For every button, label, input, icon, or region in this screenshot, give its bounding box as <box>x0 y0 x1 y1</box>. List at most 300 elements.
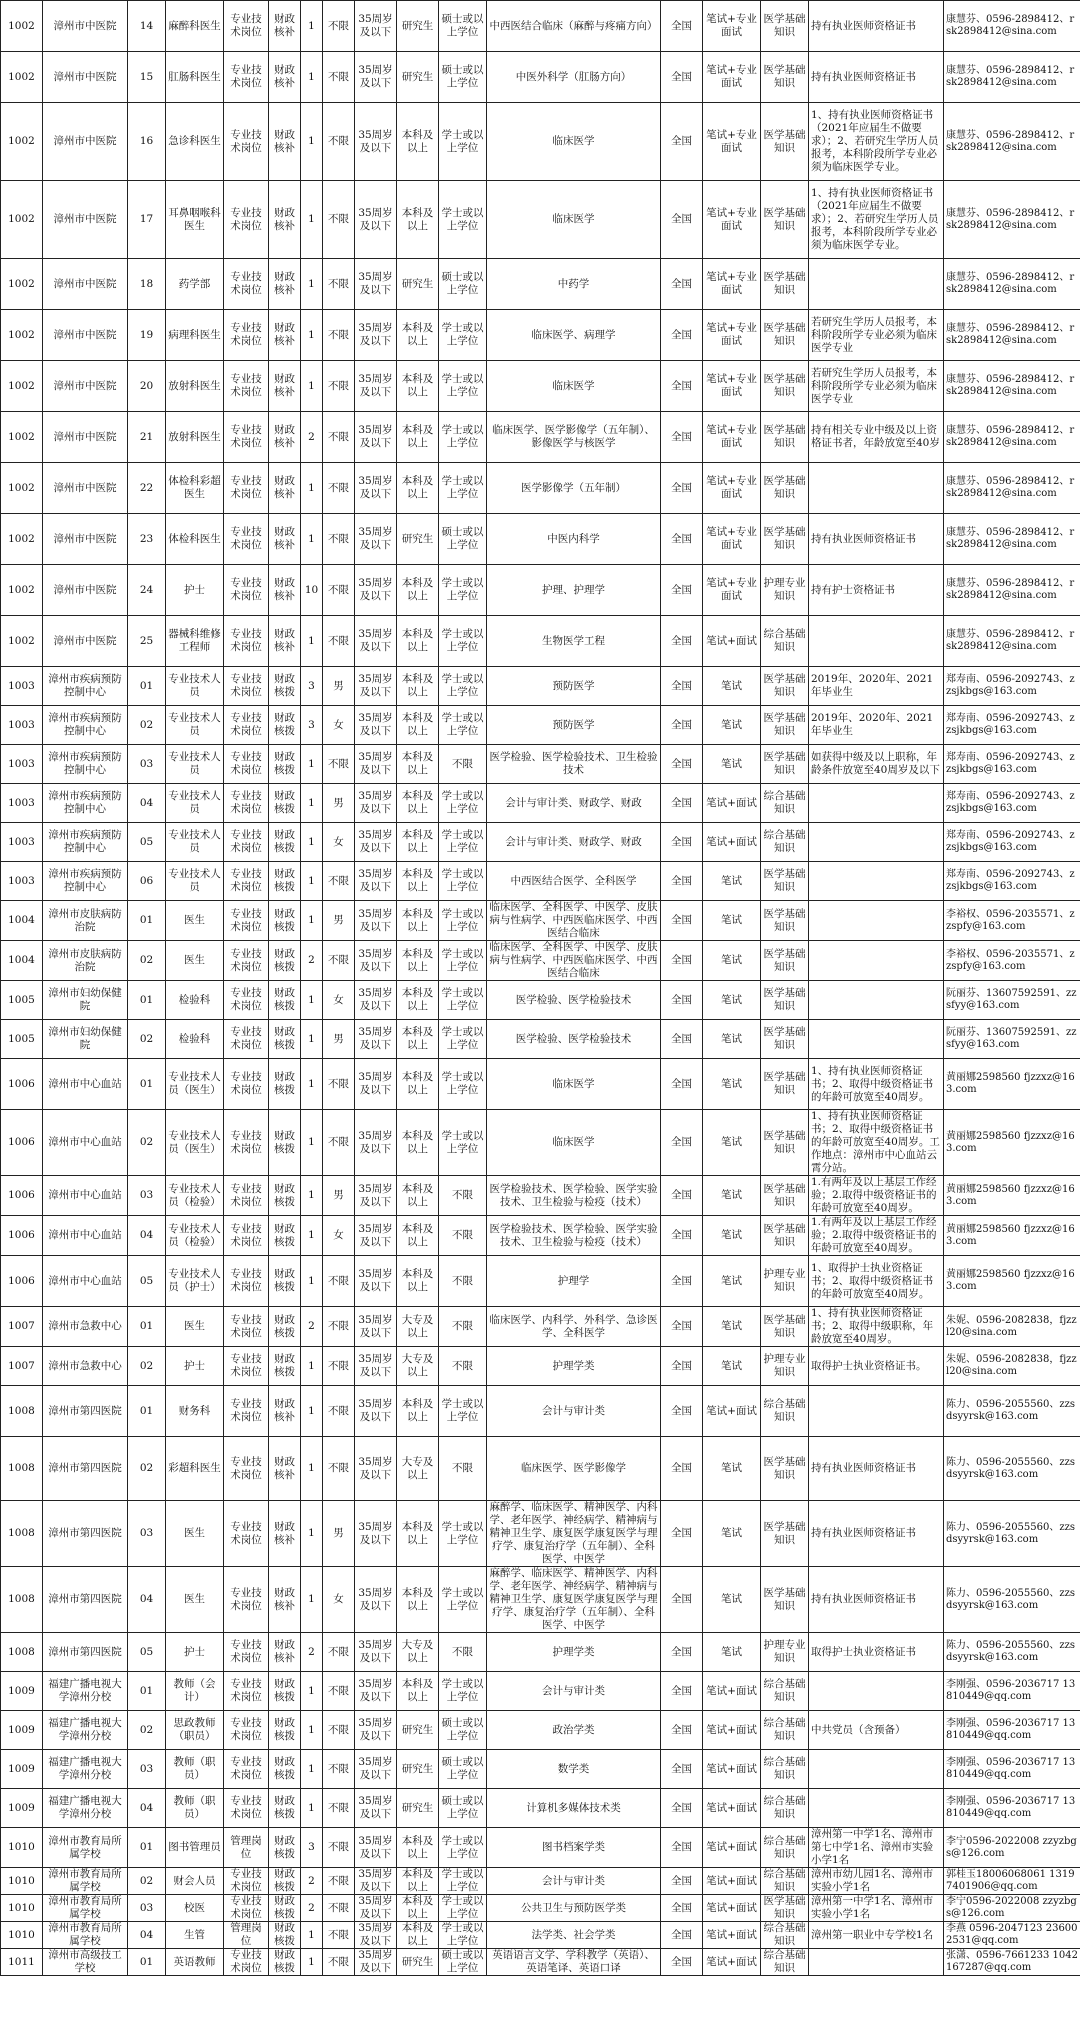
post-code-cell: 04 <box>128 1567 166 1633</box>
exam-subject-cell: 医学基础知识 <box>761 1567 809 1633</box>
exam-method-cell: 笔试+专业面试 <box>703 310 761 361</box>
major-cell: 政治学类 <box>487 1711 661 1750</box>
major-cell: 医学影像学（五年制） <box>487 463 661 514</box>
education-cell: 大专及以上 <box>397 1347 439 1386</box>
count-cell: 1 <box>301 1256 323 1307</box>
contact-cell: 陈力、0596-2055560、zzsdsyyrsk@163.com <box>944 1501 1080 1567</box>
unit-code-cell: 1009 <box>1 1711 43 1750</box>
exam-method-cell: 笔试+面试 <box>703 616 761 667</box>
exam-method-cell: 笔试+面试 <box>703 1868 761 1895</box>
requirements-cell <box>809 1750 944 1789</box>
funding-cell: 财政核拨 <box>269 1307 301 1347</box>
age-cell: 35周岁及以下 <box>355 514 397 565</box>
requirements-cell: 1、持有执业医师资格证书；2、取得中级资格证书的年龄可放宽至40周岁。 <box>809 1059 944 1110</box>
post-type-cell: 管理岗位 <box>224 1828 269 1868</box>
exam-subject-cell: 综合基础知识 <box>761 616 809 667</box>
post-name-cell: 护士 <box>166 1347 224 1386</box>
post-type-cell: 专业技术岗位 <box>224 1789 269 1828</box>
post-type-cell: 专业技术岗位 <box>224 1633 269 1672</box>
unit-name-cell: 漳州市中心血站 <box>43 1110 128 1176</box>
contact-cell: 康慧芬、0596-2898412、rsk2898412@sina.com <box>944 1 1080 52</box>
count-cell: 1 <box>301 1347 323 1386</box>
post-name-cell: 彩超科医生 <box>166 1437 224 1501</box>
post-code-cell: 03 <box>128 1750 166 1789</box>
table-row <box>1 1949 1080 1976</box>
post-code-cell: 16 <box>128 103 166 181</box>
count-cell: 1 <box>301 1711 323 1750</box>
gender-cell: 不限 <box>323 1672 355 1711</box>
unit-name-cell: 漳州市中医院 <box>43 310 128 361</box>
post-code-cell: 05 <box>128 1633 166 1672</box>
exam-subject-cell: 护理专业知识 <box>761 1256 809 1307</box>
exam-method-cell: 笔试+专业面试 <box>703 181 761 259</box>
post-type-cell: 专业技术岗位 <box>224 1256 269 1307</box>
exam-subject-cell: 医学基础知识 <box>761 181 809 259</box>
education-cell: 本科及以上 <box>397 463 439 514</box>
age-cell: 35周岁及以下 <box>355 1020 397 1059</box>
post-code-cell: 03 <box>128 1895 166 1922</box>
age-cell: 35周岁及以下 <box>355 941 397 981</box>
degree-cell: 学士或以上学位 <box>439 706 487 745</box>
funding-cell: 财政核拨 <box>269 745 301 784</box>
requirements-cell: 2019年、2020年、2021年毕业生 <box>809 706 944 745</box>
post-name-cell: 教师（职员） <box>166 1789 224 1828</box>
contact-cell: 康慧芬、0596-2898412、rsk2898412@sina.com <box>944 565 1080 616</box>
exam-subject-cell: 医学基础知识 <box>761 745 809 784</box>
post-type-cell: 专业技术岗位 <box>224 1437 269 1501</box>
scope-cell: 全国 <box>661 310 703 361</box>
requirements-cell <box>809 1020 944 1059</box>
education-cell: 本科及以上 <box>397 1256 439 1307</box>
gender-cell: 男 <box>323 667 355 706</box>
post-type-cell: 专业技术岗位 <box>224 1020 269 1059</box>
unit-name-cell: 漳州市急救中心 <box>43 1347 128 1386</box>
unit-name-cell: 漳州市中医院 <box>43 103 128 181</box>
funding-cell: 财政核补 <box>269 103 301 181</box>
exam-subject-cell: 综合基础知识 <box>761 1672 809 1711</box>
funding-cell: 财政核拨 <box>269 1828 301 1868</box>
gender-cell: 不限 <box>323 941 355 981</box>
age-cell: 35周岁及以下 <box>355 412 397 463</box>
funding-cell: 财政核拨 <box>269 941 301 981</box>
post-type-cell: 专业技术岗位 <box>224 1216 269 1256</box>
unit-name-cell: 漳州市第四医院 <box>43 1386 128 1437</box>
major-cell: 会计与审计类、财政学、财政 <box>487 784 661 823</box>
post-type-cell: 管理岗位 <box>224 1922 269 1949</box>
post-name-cell: 检验科 <box>166 1020 224 1059</box>
requirements-cell: 持有执业医师资格证书 <box>809 1 944 52</box>
post-type-cell: 专业技术岗位 <box>224 361 269 412</box>
scope-cell: 全国 <box>661 1307 703 1347</box>
unit-code-cell: 1006 <box>1 1216 43 1256</box>
gender-cell: 不限 <box>323 1828 355 1868</box>
degree-cell: 学士或以上学位 <box>439 941 487 981</box>
contact-cell: 李刚强、0596-2036717 13810449@qq.com <box>944 1750 1080 1789</box>
requirements-cell: 1.有两年及以上基层工作经验；2.取得中级资格证书的年龄可放宽至40周岁。 <box>809 1216 944 1256</box>
count-cell: 1 <box>301 514 323 565</box>
age-cell: 35周岁及以下 <box>355 1059 397 1110</box>
age-cell: 35周岁及以下 <box>355 823 397 862</box>
major-cell: 护理学类 <box>487 1633 661 1672</box>
unit-name-cell: 漳州市中心血站 <box>43 1256 128 1307</box>
exam-subject-cell: 医学基础知识 <box>761 901 809 941</box>
contact-cell: 黄丽娜2598560 fjzzxz@163.com <box>944 1059 1080 1110</box>
contact-cell: 郑寿南、0596-2092743、zzsjkbgs@163.com <box>944 667 1080 706</box>
exam-subject-cell: 综合基础知识 <box>761 784 809 823</box>
contact-cell: 康慧芬、0596-2898412、rsk2898412@sina.com <box>944 412 1080 463</box>
funding-cell: 财政核补 <box>269 616 301 667</box>
exam-method-cell: 笔试 <box>703 941 761 981</box>
age-cell: 35周岁及以下 <box>355 1216 397 1256</box>
post-name-cell: 医生 <box>166 1307 224 1347</box>
age-cell: 35周岁及以下 <box>355 784 397 823</box>
gender-cell: 男 <box>323 1020 355 1059</box>
scope-cell: 全国 <box>661 1633 703 1672</box>
gender-cell: 女 <box>323 1216 355 1256</box>
major-cell: 中医内科学 <box>487 514 661 565</box>
gender-cell: 不限 <box>323 1347 355 1386</box>
table-row <box>1 181 1080 259</box>
post-type-cell: 专业技术岗位 <box>224 463 269 514</box>
gender-cell: 不限 <box>323 1059 355 1110</box>
age-cell: 35周岁及以下 <box>355 981 397 1020</box>
post-code-cell: 01 <box>128 1386 166 1437</box>
exam-method-cell: 笔试 <box>703 1437 761 1501</box>
education-cell: 本科及以上 <box>397 1895 439 1922</box>
exam-method-cell: 笔试+面试 <box>703 823 761 862</box>
major-cell: 医学检验、医学检验技术 <box>487 1020 661 1059</box>
count-cell: 1 <box>301 1750 323 1789</box>
education-cell: 本科及以上 <box>397 1828 439 1868</box>
post-name-cell: 体检科彩超医生 <box>166 463 224 514</box>
table-row <box>1 667 1080 706</box>
scope-cell: 全国 <box>661 1020 703 1059</box>
education-cell: 本科及以上 <box>397 1110 439 1176</box>
post-type-cell: 专业技术岗位 <box>224 103 269 181</box>
education-cell: 本科及以上 <box>397 941 439 981</box>
gender-cell: 不限 <box>323 259 355 310</box>
requirements-cell: 漳州第一中学1名、漳州市实验小学1名 <box>809 1895 944 1922</box>
education-cell: 本科及以上 <box>397 1672 439 1711</box>
age-cell: 35周岁及以下 <box>355 1501 397 1567</box>
table-row <box>1 1501 1080 1567</box>
gender-cell: 不限 <box>323 1437 355 1501</box>
gender-cell: 不限 <box>323 1 355 52</box>
gender-cell: 男 <box>323 901 355 941</box>
post-name-cell: 专业技术人员（医生） <box>166 1059 224 1110</box>
unit-name-cell: 漳州市妇幼保健院 <box>43 1020 128 1059</box>
count-cell: 2 <box>301 1633 323 1672</box>
unit-code-cell: 1010 <box>1 1828 43 1868</box>
funding-cell: 财政核拨 <box>269 981 301 1020</box>
unit-name-cell: 漳州市中医院 <box>43 412 128 463</box>
exam-subject-cell: 医学基础知识 <box>761 1307 809 1347</box>
contact-cell: 李裕权、0596-2035571、zzspfy@163.com <box>944 901 1080 941</box>
post-name-cell: 专业技术人员 <box>166 784 224 823</box>
funding-cell: 财政核拨 <box>269 1216 301 1256</box>
post-type-cell: 专业技术岗位 <box>224 1 269 52</box>
requirements-cell: 取得护士执业资格证书。 <box>809 1347 944 1386</box>
table-row <box>1 981 1080 1020</box>
requirements-cell: 持有执业医师资格证书 <box>809 1567 944 1633</box>
table-row <box>1 1633 1080 1672</box>
major-cell: 公共卫生与预防医学类 <box>487 1895 661 1922</box>
age-cell: 35周岁及以下 <box>355 463 397 514</box>
unit-code-cell: 1009 <box>1 1672 43 1711</box>
count-cell: 2 <box>301 941 323 981</box>
unit-name-cell: 漳州市疾病预防控制中心 <box>43 667 128 706</box>
age-cell: 35周岁及以下 <box>355 616 397 667</box>
scope-cell: 全国 <box>661 1 703 52</box>
degree-cell: 学士或以上学位 <box>439 1828 487 1868</box>
count-cell: 1 <box>301 823 323 862</box>
exam-subject-cell: 医学基础知识 <box>761 463 809 514</box>
major-cell: 护理学 <box>487 1256 661 1307</box>
count-cell: 1 <box>301 1922 323 1949</box>
unit-name-cell: 漳州市皮肤病防治院 <box>43 941 128 981</box>
post-code-cell: 01 <box>128 981 166 1020</box>
contact-cell: 李宁0596-2022008 zzyzbgs@126.com <box>944 1895 1080 1922</box>
post-name-cell: 检验科 <box>166 981 224 1020</box>
count-cell: 1 <box>301 310 323 361</box>
post-name-cell: 财务科 <box>166 1386 224 1437</box>
post-type-cell: 专业技术岗位 <box>224 1307 269 1347</box>
major-cell: 麻醉学、临床医学、精神医学、内科学、老年医学、神经病学、精神病与精神卫生学、康复医学康复医学与理疗学、康复治疗学（五年制）、全科医学、中医学 <box>487 1567 661 1633</box>
contact-cell: 康慧芬、0596-2898412、rsk2898412@sina.com <box>944 616 1080 667</box>
education-cell: 研究生 <box>397 1711 439 1750</box>
contact-cell: 郑寿南、0596-2092743、zzsjkbgs@163.com <box>944 784 1080 823</box>
major-cell: 数学类 <box>487 1750 661 1789</box>
requirements-cell <box>809 1789 944 1828</box>
post-type-cell: 专业技术岗位 <box>224 941 269 981</box>
unit-code-cell: 1002 <box>1 103 43 181</box>
post-code-cell: 02 <box>128 941 166 981</box>
gender-cell: 女 <box>323 823 355 862</box>
exam-method-cell: 笔试 <box>703 1020 761 1059</box>
post-code-cell: 19 <box>128 310 166 361</box>
count-cell: 1 <box>301 1501 323 1567</box>
scope-cell: 全国 <box>661 1567 703 1633</box>
unit-name-cell: 漳州市疾病预防控制中心 <box>43 784 128 823</box>
funding-cell: 财政核拨 <box>269 1059 301 1110</box>
post-code-cell: 02 <box>128 1110 166 1176</box>
major-cell: 临床医学 <box>487 361 661 412</box>
funding-cell: 财政核拨 <box>269 1922 301 1949</box>
contact-cell: 康慧芬、0596-2898412、rsk2898412@sina.com <box>944 181 1080 259</box>
scope-cell: 全国 <box>661 941 703 981</box>
table-row <box>1 706 1080 745</box>
unit-name-cell: 漳州市中心血站 <box>43 1059 128 1110</box>
funding-cell: 财政核拨 <box>269 1895 301 1922</box>
education-cell: 本科及以上 <box>397 103 439 181</box>
contact-cell: 黄丽娜2598560 fjzzxz@163.com <box>944 1176 1080 1216</box>
post-name-cell: 教师（会计） <box>166 1672 224 1711</box>
count-cell: 1 <box>301 981 323 1020</box>
requirements-cell: 1、持有执业医师资格证书；2、取得中级资格证书的年龄可放宽至40周岁。工作地点：漳州市中心血站云霄分站。 <box>809 1110 944 1176</box>
exam-method-cell: 笔试 <box>703 862 761 901</box>
post-name-cell: 专业技术人员（检验） <box>166 1216 224 1256</box>
education-cell: 研究生 <box>397 1789 439 1828</box>
post-code-cell: 02 <box>128 1020 166 1059</box>
post-code-cell: 01 <box>128 1059 166 1110</box>
exam-subject-cell: 医学基础知识 <box>761 1216 809 1256</box>
requirements-cell <box>809 259 944 310</box>
unit-name-cell: 福建广播电视大学漳州分校 <box>43 1789 128 1828</box>
requirements-cell: 持有执业医师资格证书 <box>809 1437 944 1501</box>
count-cell: 2 <box>301 1868 323 1895</box>
funding-cell: 财政核补 <box>269 1 301 52</box>
education-cell: 本科及以上 <box>397 1020 439 1059</box>
requirements-cell: 取得护士执业资格证书 <box>809 1633 944 1672</box>
scope-cell: 全国 <box>661 1110 703 1176</box>
funding-cell: 财政核拨 <box>269 823 301 862</box>
unit-code-cell: 1004 <box>1 941 43 981</box>
scope-cell: 全国 <box>661 745 703 784</box>
post-code-cell: 03 <box>128 745 166 784</box>
exam-method-cell: 笔试 <box>703 1059 761 1110</box>
count-cell: 1 <box>301 901 323 941</box>
contact-cell: 郭桂玉18006068061 13197401906@qq.com <box>944 1868 1080 1895</box>
education-cell: 研究生 <box>397 1 439 52</box>
age-cell: 35周岁及以下 <box>355 1307 397 1347</box>
requirements-cell: 漳州市幼儿园1名、漳州市实验小学1名 <box>809 1868 944 1895</box>
post-code-cell: 21 <box>128 412 166 463</box>
gender-cell: 不限 <box>323 463 355 514</box>
unit-code-cell: 1009 <box>1 1750 43 1789</box>
table-body <box>1 1 1080 1976</box>
post-code-cell: 02 <box>128 1868 166 1895</box>
table-row <box>1 1256 1080 1307</box>
unit-code-cell: 1006 <box>1 1176 43 1216</box>
contact-cell: 李宁0596-2022008 zzyzbgs@126.com <box>944 1828 1080 1868</box>
contact-cell: 康慧芬、0596-2898412、rsk2898412@sina.com <box>944 52 1080 103</box>
unit-code-cell: 1010 <box>1 1922 43 1949</box>
major-cell: 中西医结合临床（麻醉与疼痛方向） <box>487 1 661 52</box>
education-cell: 本科及以上 <box>397 745 439 784</box>
exam-method-cell: 笔试+面试 <box>703 1949 761 1976</box>
table-row <box>1 1176 1080 1216</box>
unit-name-cell: 漳州市第四医院 <box>43 1437 128 1501</box>
post-code-cell: 05 <box>128 1256 166 1307</box>
degree-cell: 硕士或以上学位 <box>439 1949 487 1976</box>
unit-code-cell: 1003 <box>1 706 43 745</box>
degree-cell: 硕士或以上学位 <box>439 52 487 103</box>
gender-cell: 不限 <box>323 1633 355 1672</box>
post-code-cell: 18 <box>128 259 166 310</box>
scope-cell: 全国 <box>661 361 703 412</box>
requirements-cell: 1、持有执业医师资格证书（2021年应届生不做要求）；2、若研究生学历人员报考，本科阶段所学专业必须为临床医学专业。 <box>809 181 944 259</box>
funding-cell: 财政核补 <box>269 310 301 361</box>
post-code-cell: 02 <box>128 1711 166 1750</box>
unit-code-cell: 1004 <box>1 901 43 941</box>
exam-method-cell: 笔试+面试 <box>703 1672 761 1711</box>
scope-cell: 全国 <box>661 1672 703 1711</box>
count-cell: 1 <box>301 1110 323 1176</box>
exam-method-cell: 笔试+面试 <box>703 1750 761 1789</box>
degree-cell: 硕士或以上学位 <box>439 514 487 565</box>
education-cell: 本科及以上 <box>397 1868 439 1895</box>
scope-cell: 全国 <box>661 1895 703 1922</box>
degree-cell: 学士或以上学位 <box>439 901 487 941</box>
degree-cell: 硕士或以上学位 <box>439 259 487 310</box>
count-cell: 1 <box>301 1 323 52</box>
post-name-cell: 生管 <box>166 1922 224 1949</box>
education-cell: 本科及以上 <box>397 1567 439 1633</box>
exam-method-cell: 笔试+面试 <box>703 1828 761 1868</box>
gender-cell: 不限 <box>323 412 355 463</box>
funding-cell: 财政核拨 <box>269 1672 301 1711</box>
gender-cell: 不限 <box>323 1711 355 1750</box>
post-code-cell: 05 <box>128 823 166 862</box>
exam-method-cell: 笔试+专业面试 <box>703 259 761 310</box>
age-cell: 35周岁及以下 <box>355 706 397 745</box>
post-type-cell: 专业技术岗位 <box>224 981 269 1020</box>
degree-cell: 不限 <box>439 1347 487 1386</box>
scope-cell: 全国 <box>661 784 703 823</box>
exam-method-cell: 笔试 <box>703 1307 761 1347</box>
requirements-cell: 若研究生学历人员报考，本科阶段所学专业必须为临床医学专业 <box>809 361 944 412</box>
unit-name-cell: 漳州市中心血站 <box>43 1216 128 1256</box>
post-name-cell: 专业技术人员 <box>166 862 224 901</box>
gender-cell: 女 <box>323 981 355 1020</box>
degree-cell: 学士或以上学位 <box>439 1386 487 1437</box>
post-name-cell: 麻醉科医生 <box>166 1 224 52</box>
major-cell: 中医外科学（肛肠方向） <box>487 52 661 103</box>
scope-cell: 全国 <box>661 823 703 862</box>
exam-method-cell: 笔试+面试 <box>703 1711 761 1750</box>
gender-cell: 男 <box>323 1501 355 1567</box>
unit-code-cell: 1008 <box>1 1633 43 1672</box>
unit-code-cell: 1003 <box>1 862 43 901</box>
degree-cell: 学士或以上学位 <box>439 862 487 901</box>
unit-code-cell: 1002 <box>1 412 43 463</box>
requirements-cell: 若研究生学历人员报考，本科阶段所学专业必须为临床医学专业 <box>809 310 944 361</box>
scope-cell: 全国 <box>661 412 703 463</box>
education-cell: 大专及以上 <box>397 1633 439 1672</box>
unit-code-cell: 1002 <box>1 361 43 412</box>
contact-cell: 张潇、0596-7661233 1042167287@qq.com <box>944 1949 1080 1976</box>
unit-name-cell: 漳州市教育局所属学校 <box>43 1895 128 1922</box>
degree-cell: 学士或以上学位 <box>439 823 487 862</box>
exam-subject-cell: 医学基础知识 <box>761 52 809 103</box>
exam-subject-cell: 医学基础知识 <box>761 1437 809 1501</box>
scope-cell: 全国 <box>661 1437 703 1501</box>
scope-cell: 全国 <box>661 1216 703 1256</box>
post-code-cell: 01 <box>128 901 166 941</box>
contact-cell: 郑寿南、0596-2092743、zzsjkbgs@163.com <box>944 745 1080 784</box>
degree-cell: 学士或以上学位 <box>439 310 487 361</box>
funding-cell: 财政核补 <box>269 259 301 310</box>
funding-cell: 财政核拨 <box>269 1110 301 1176</box>
unit-code-cell: 1003 <box>1 784 43 823</box>
post-type-cell: 专业技术岗位 <box>224 1949 269 1976</box>
contact-cell: 康慧芬、0596-2898412、rsk2898412@sina.com <box>944 259 1080 310</box>
scope-cell: 全国 <box>661 1386 703 1437</box>
exam-subject-cell: 医学基础知识 <box>761 981 809 1020</box>
age-cell: 35周岁及以下 <box>355 1256 397 1307</box>
exam-subject-cell: 综合基础知识 <box>761 1922 809 1949</box>
unit-code-cell: 1006 <box>1 1256 43 1307</box>
education-cell: 研究生 <box>397 52 439 103</box>
unit-code-cell: 1006 <box>1 1110 43 1176</box>
post-code-cell: 22 <box>128 463 166 514</box>
table-row <box>1 1868 1080 1895</box>
major-cell: 临床医学、全科医学、中医学、皮肤病与性病学、中西医临床医学、中西医结合临床 <box>487 941 661 981</box>
table-row <box>1 1895 1080 1922</box>
table-row <box>1 412 1080 463</box>
major-cell: 预防医学 <box>487 667 661 706</box>
exam-subject-cell: 综合基础知识 <box>761 1789 809 1828</box>
